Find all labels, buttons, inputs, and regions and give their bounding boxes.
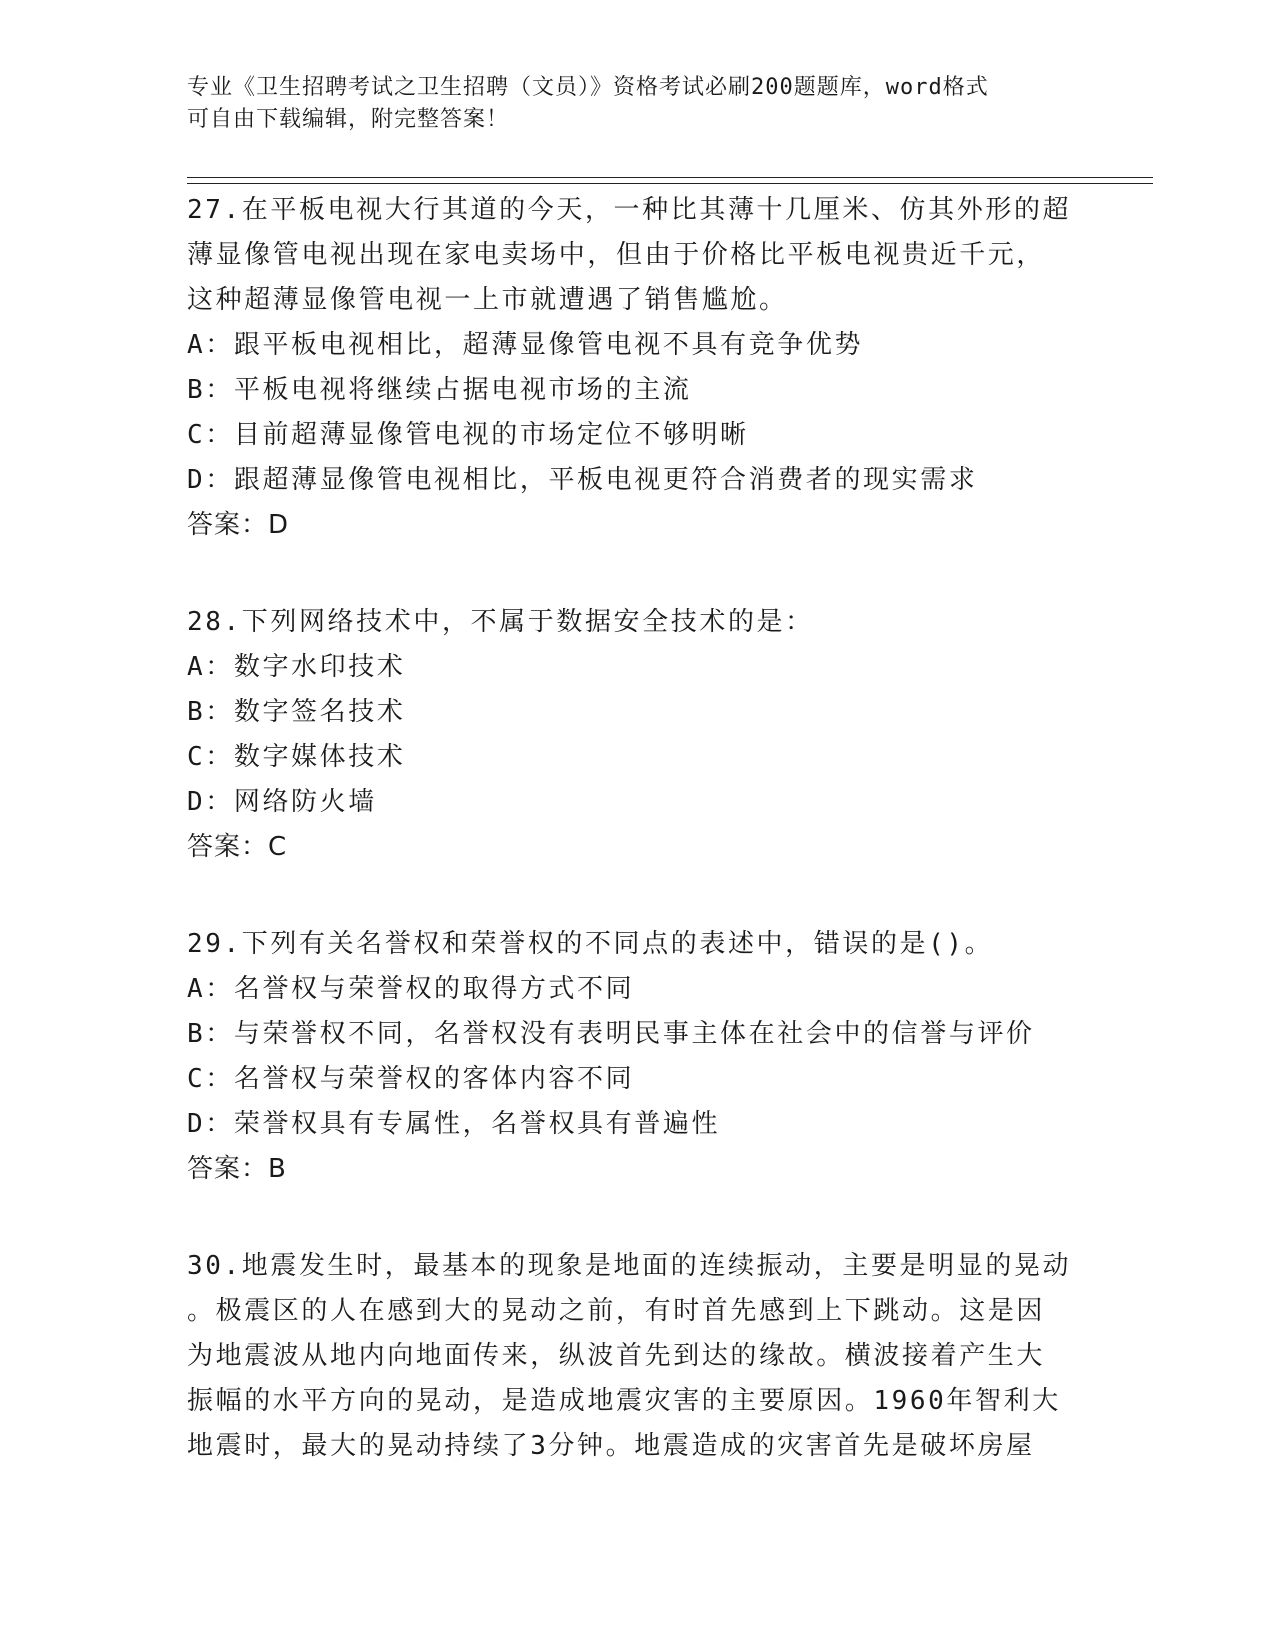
header-line-2: 可自由下载编辑，附完整答案！: [187, 107, 510, 132]
answer-label: 答案：B: [187, 1154, 287, 1184]
option-a: A：名誉权与荣誉权的取得方式不同: [187, 974, 635, 1004]
option-d: D：网络防火墙: [187, 787, 377, 817]
option-a: A：跟平板电视相比，超薄显像管电视不具有竞争优势: [187, 330, 864, 360]
option-b: B：平板电视将继续占据电视市场的主流: [187, 375, 692, 405]
question-spacer: [187, 1192, 1067, 1244]
option-b: B：与荣誉权不同，名誉权没有表明民事主体在社会中的信誉与评价: [187, 1019, 1035, 1049]
option-b: B：数字签名技术: [187, 697, 406, 727]
option-d: D：跟超薄显像管电视相比，平板电视更符合消费者的现实需求: [187, 465, 978, 495]
question-stem-line: 27.在平板电视大行其道的今天，一种比其薄十几厘米、仿其外形的超: [187, 195, 1072, 225]
header-divider-top: [187, 177, 1153, 178]
question-spacer: [187, 548, 1067, 600]
question-list: [187, 188, 1072, 1469]
question-stem-line: 29.下列有关名誉权和荣誉权的不同点的表述中，错误的是()。: [187, 929, 994, 959]
question-stem-line: 振幅的水平方向的晃动，是造成地震灾害的主要原因。1960年智利大: [187, 1386, 1061, 1416]
question-27: [187, 188, 1072, 548]
option-c: C：目前超薄显像管电视的市场定位不够明晰: [187, 420, 749, 450]
answer-label: 答案：D: [187, 510, 290, 540]
option-c: C：名誉权与荣誉权的客体内容不同: [187, 1064, 635, 1094]
question-28: [187, 600, 1067, 870]
question-stem-line: 28.下列网络技术中，不属于数据安全技术的是：: [187, 607, 814, 637]
question-stem-line: 这种超薄显像管电视一上市就遭遇了销售尴尬。: [187, 285, 788, 315]
question-stem-line: 为地震波从地内向地面传来，纵波首先到达的缘故。横波接着产生大: [187, 1341, 1046, 1371]
document-header: [187, 72, 1067, 136]
option-c: C：数字媒体技术: [187, 742, 406, 772]
question-29: [187, 922, 1067, 1192]
question-stem-line: 30.地震发生时，最基本的现象是地面的连续振动，主要是明显的晃动: [187, 1251, 1072, 1281]
question-spacer: [187, 870, 1067, 922]
question-stem-line: 地震时，最大的晃动持续了3分钟。地震造成的灾害首先是破坏房屋: [187, 1431, 1035, 1461]
answer-label: 答案：C: [187, 832, 288, 862]
question-stem-line: 。极震区的人在感到大的晃动之前，有时首先感到上下跳动。这是因: [187, 1296, 1046, 1326]
option-a: A：数字水印技术: [187, 652, 406, 682]
header-divider-bottom: [187, 183, 1153, 184]
option-d: D：荣誉权具有专属性，名誉权具有普遍性: [187, 1109, 721, 1139]
question-30: [187, 1244, 1072, 1469]
question-stem-line: 薄显像管电视出现在家电卖场中，但由于价格比平板电视贵近千元，: [187, 240, 1046, 270]
header-line-1: 专业《卫生招聘考试之卫生招聘（文员）》资格考试必刷200题题库，word格式: [187, 75, 989, 100]
